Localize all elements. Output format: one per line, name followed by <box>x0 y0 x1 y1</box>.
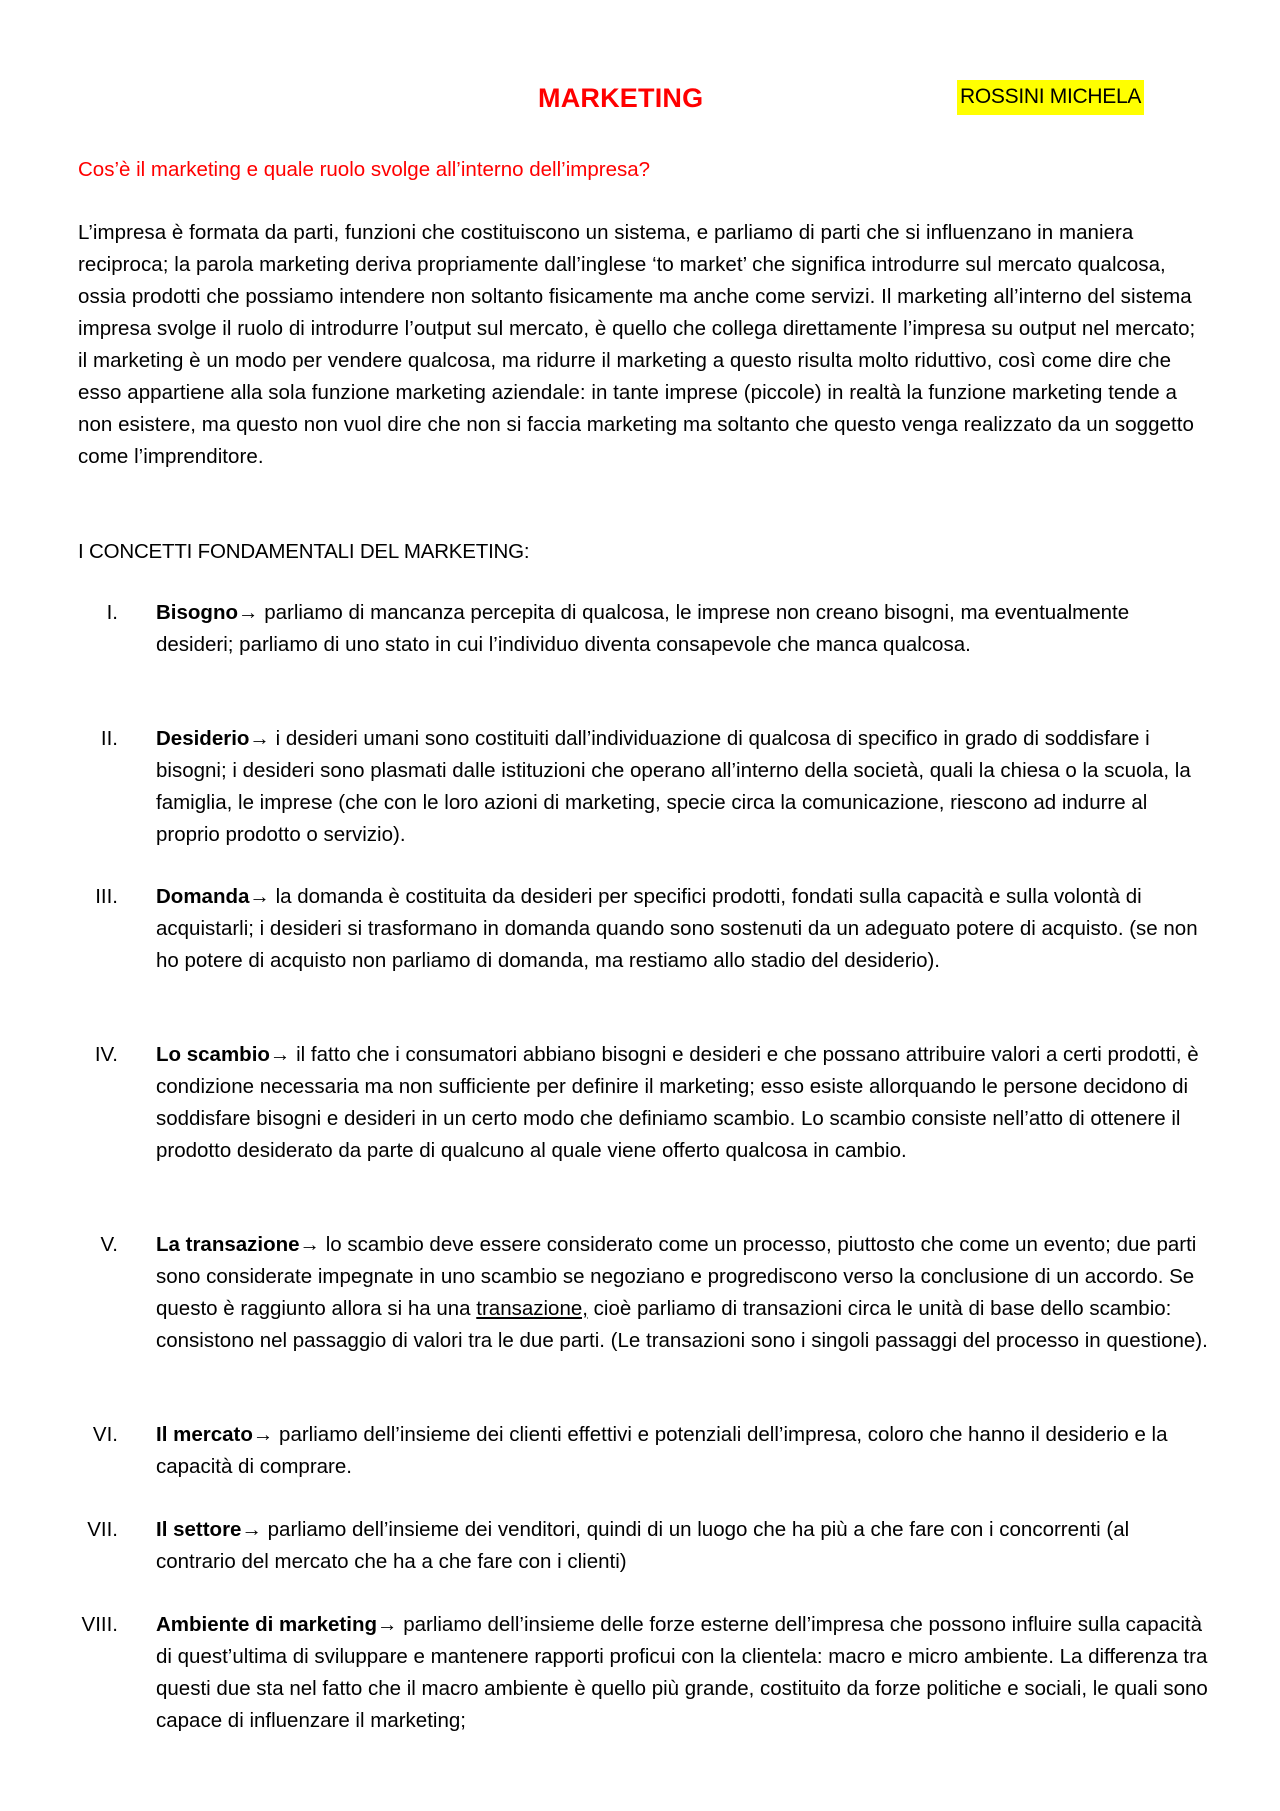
list-item-text: parliamo dell’insieme dei venditori, quindi di un luogo che ha più a che fare con i concorrenti (al contrario del mercato che ha a che fare con i clienti) <box>156 1518 1130 1573</box>
list-item-body <box>156 1229 1209 1357</box>
list-item-term: Il settore <box>156 1518 242 1541</box>
list-item-numeral: VIII. <box>81 1613 118 1636</box>
arrow-icon: → <box>252 1423 274 1446</box>
list-item-body <box>156 1609 1209 1737</box>
list-item-text: lo scambio deve essere considerato come un processo, piuttosto che come un evento; due parti sono considerate impegnate in uno scambio se negoziano e progrediscono verso la conclusione di un accordo. Se questo è raggiunto allora si ha una <box>156 1233 1197 1320</box>
list-item-text: i desideri umani sono costituiti dall’individuazione di qualcosa di specifico in grado di soddisfare i bisogni; i desideri sono plasmati dalle istituzioni che operano all’interno della società, quali la chiesa o la scuola, la famiglia, le imprese (che con le loro azioni di marketing, specie circa la comunicazione, riescono ad indurre al proprio prodotto o servizio). <box>156 727 1191 846</box>
arrow-icon: → <box>241 1518 262 1541</box>
document-title: MARKETING <box>538 83 704 113</box>
list-item-term: Ambiente di marketing <box>156 1613 377 1636</box>
arrow-icon: → <box>238 601 259 624</box>
list-item-term: Desiderio <box>156 727 250 750</box>
list-item-numeral: I. <box>106 601 118 624</box>
list-item-numeral: V. <box>100 1233 118 1256</box>
list-item-text: il fatto che i consumatori abbiano bisogni e desideri e che possano attribuire valori a certi prodotti, è condizione necessaria ma non sufficiente per definire il marketing; esso esiste allorquando le persone decidono di soddisfare bisogni e desideri in un certo modo che definiamo scambio. Lo scambio consiste nell’atto di ottenere il prodotto desiderato da parte di qualcuno al quale viene offerto qualcosa in cambio. <box>156 1043 1199 1162</box>
list-item-text: la domanda è costituita da desideri per specifici prodotti, fondati sulla capacità e sulla volontà di acquistarli; i desideri si trasformano in domanda quando sono sostenuti da un adeguato potere di acquisto. (se non ho potere di acquisto non parliamo di domanda, ma restiamo allo stadio del desiderio). <box>156 885 1198 972</box>
intro-paragraph: L’impresa è formata da parti, funzioni che costituiscono un sistema, e parliamo di parti che si influenzano in maniera reciproca; la parola marketing deriva propriamente dall’inglese ‘to market’ che significa introdurre sul mercato qualcosa, ossia prodotti che possiamo intendere non soltanto fisicamente ma anche come servizi. Il marketing all’interno del sistema impresa svolge il ruolo di introdurre l’output sul mercato, è quello che collega direttamente l’impresa su output nel mercato; il marketing è un modo per vendere qualcosa, ma ridurre il marketing a questo risulta molto riduttivo, così come dire che esso appartiene alla sola funzione marketing aziendale: in tante imprese (piccole) in realtà la funzione marketing tende a non esistere, ma questo non vuol dire che non si faccia marketing ma soltanto che questo venga realizzato da un soggetto come l’imprenditore. <box>78 221 1196 468</box>
list-item-body <box>156 1039 1209 1167</box>
list-item-text: parliamo dell’insieme dei clienti effettivi e potenziali dell’impresa, coloro che hanno il desiderio e la capacità di comprare. <box>156 1423 1168 1478</box>
list-item-numeral: III. <box>95 885 118 908</box>
list-item-body <box>156 881 1209 977</box>
list-item-term: Il mercato <box>156 1423 253 1446</box>
arrow-icon: → <box>269 1043 291 1066</box>
list-item-body <box>156 723 1209 851</box>
list-item-numeral: II. <box>100 727 118 750</box>
list-item-numeral: VII. <box>87 1518 118 1541</box>
arrow-icon: → <box>299 1233 321 1256</box>
arrow-icon: → <box>249 885 270 908</box>
arrow-icon: → <box>377 1613 398 1636</box>
list-item-text: parliamo dell’insieme delle forze esterne dell’impresa che possono influire sulla capacità di quest’ultima di sviluppare e mantenere rapporti proficui con la clientela: macro e micro ambiente. La differenza tra questi due sta nel fatto che il macro ambiente è quello più grande, costituito da forze politiche e sociali, le quali sono capace di influenzare il marketing; <box>156 1613 1208 1732</box>
list-item-text: parliamo di mancanza percepita di qualcosa, le imprese non creano bisogni, ma eventualmente desideri; parliamo di uno stato in cui l’individuo diventa consapevole che manca qualcosa. <box>156 601 1130 656</box>
list-item-body <box>156 597 1209 661</box>
question-heading: Cos’è il marketing e quale ruolo svolge all’interno dell’impresa? <box>78 158 651 181</box>
list-item-body <box>156 1419 1209 1483</box>
list-item-term: Lo scambio <box>156 1043 270 1066</box>
list-item-body <box>156 1514 1209 1578</box>
list-item-text-continued: cioè parliamo di transazioni circa le unità di base dello scambio: consistono nel passaggio di valori tra le due parti. (Le transazioni sono i singoli passaggi del processo in questione). <box>156 1297 1208 1352</box>
list-item-term: Domanda <box>156 885 250 908</box>
arrow-icon: → <box>249 727 270 750</box>
list-item-term: Bisogno <box>156 601 238 624</box>
list-item-numeral: VI. <box>92 1423 118 1446</box>
author-name: ROSSINI MICHELA <box>957 80 1144 115</box>
list-item-numeral: IV. <box>94 1043 118 1066</box>
section-heading: I CONCETTI FONDAMENTALI DEL MARKETING: <box>78 540 530 563</box>
underlined-term: transazione, <box>476 1297 588 1320</box>
list-item-term: La transazione <box>156 1233 300 1256</box>
